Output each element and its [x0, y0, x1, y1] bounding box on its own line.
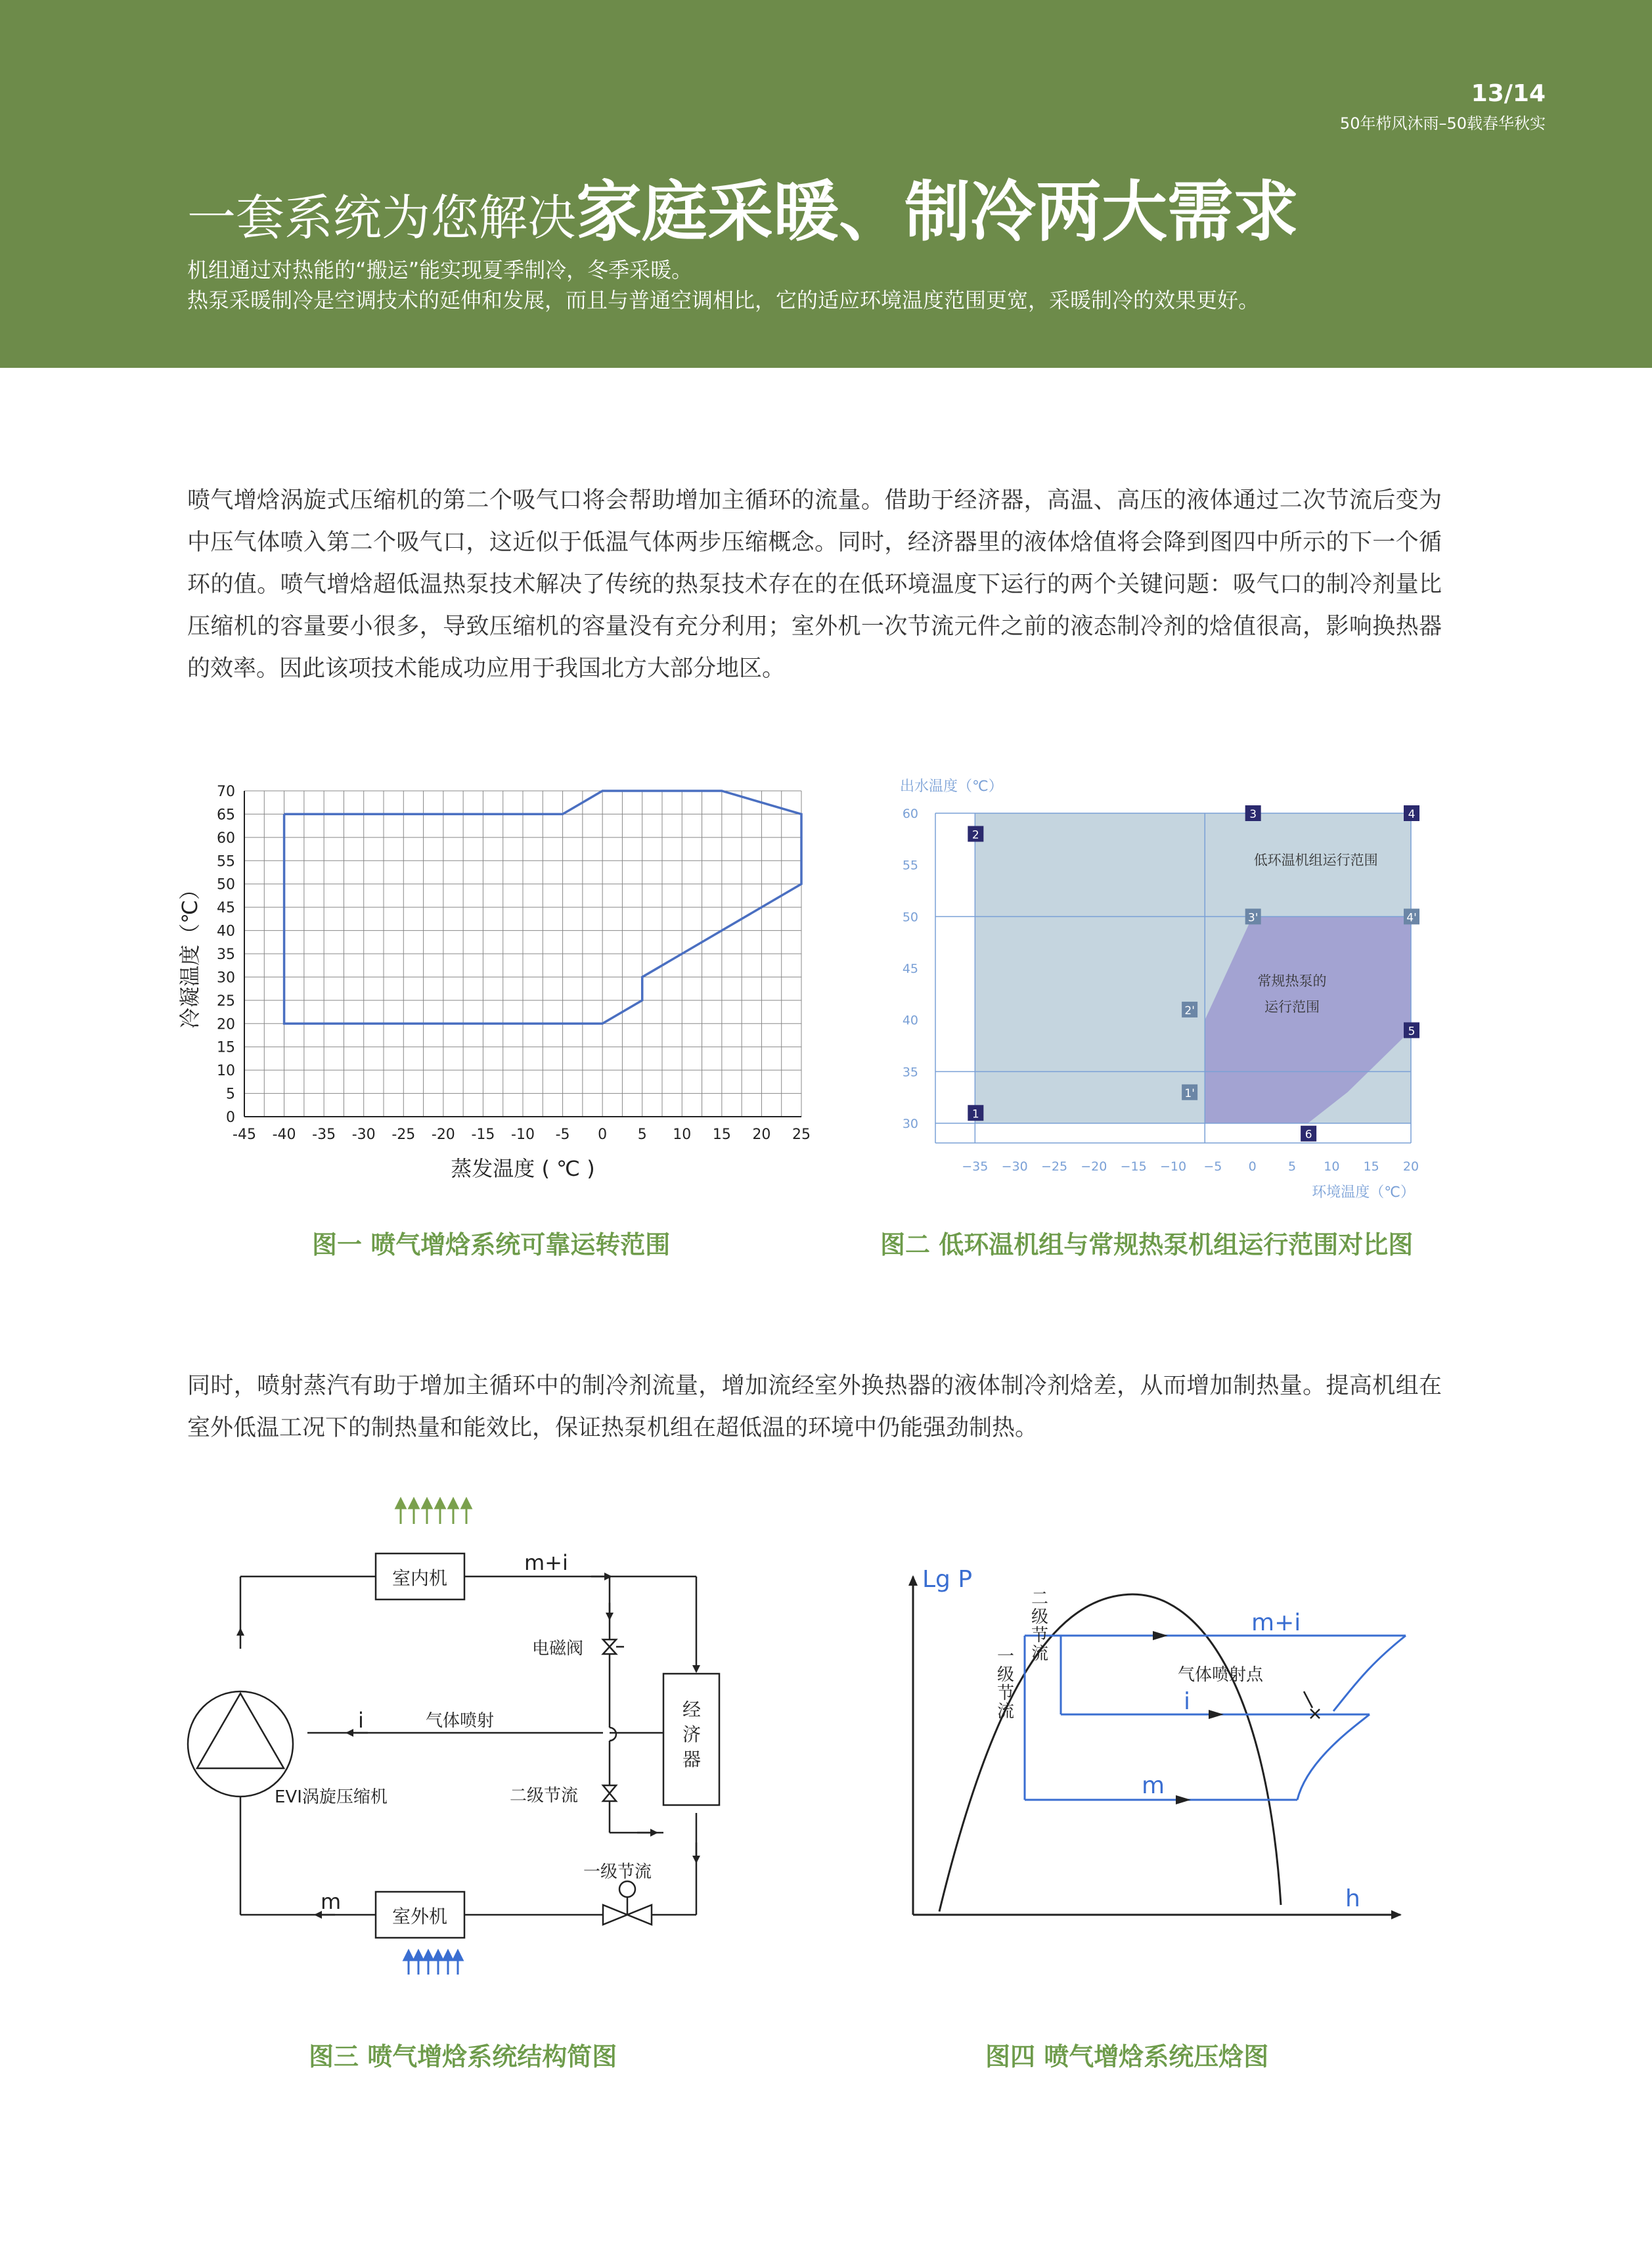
economizer-label-2: 济: [682, 1724, 702, 1745]
x-tick-label: -15: [471, 1127, 495, 1143]
x-tick-label: -25: [391, 1127, 416, 1143]
x-tick-label: 5: [1287, 1159, 1297, 1174]
intro-text: [187, 255, 1259, 315]
x-tick-label: 5: [637, 1127, 647, 1143]
fig2-chart: [880, 769, 1458, 1202]
injection-point-label: 气体喷射点: [1178, 1665, 1264, 1685]
fig2-caption: 图二 低环温机组与常规热泵机组运行范围对比图: [880, 1230, 1414, 1259]
x-tick-label: 20: [752, 1127, 771, 1143]
indoor-unit-label: 室内机: [391, 1567, 448, 1589]
x-tick-label: 0: [1248, 1159, 1257, 1174]
gas-injection-label: 气体喷射: [426, 1711, 495, 1731]
y-tick-label: 60: [217, 830, 235, 847]
x-tick-label: 15: [712, 1127, 731, 1143]
standard-range-label-2: 运行范围: [1264, 999, 1320, 1016]
x-tick-label: −30: [1001, 1159, 1028, 1174]
y-tick-label: 10: [217, 1063, 235, 1080]
x-axis-title: 环境温度（℃）: [1312, 1184, 1415, 1201]
y-tick-label: 15: [217, 1039, 235, 1056]
y-tick-label: 65: [217, 807, 235, 824]
standard-range-label-1: 常规热泵的: [1257, 973, 1327, 989]
point-label: 6: [1305, 1128, 1312, 1142]
x-tick-label: −5: [1203, 1159, 1222, 1174]
fig1-chart: [158, 775, 828, 1196]
point-label: 1': [1184, 1086, 1195, 1100]
y-tick-label: 45: [217, 900, 235, 917]
x-tick-label: -5: [555, 1127, 570, 1143]
body-paragraph-1: 喷气增焓涡旋式压缩机的第二个吸气口将会帮助增加主循环的流量。借助于经济器，高温、高压的液体通过二次节流后变为中压气体喷入第二个吸气口，这近似于低温气体两步压缩概念。同时，经济器里的液体焓值将会降到图四中所示的下一个循环的值。喷气增焓超低温热泵技术解决了传统的热泵技术存在的在低环境温度下运行的两个关键问题：吸气口的制冷剂量比压缩机的容量要小很多，导致压缩机的容量没有充分利用；室外机一次节流元件之前的液态制冷剂的焓值很高，影响换热器的效率。因此该项技术能成功应用于我国北方大部分地区。: [187, 487, 1442, 682]
second-stage-label-1: 二: [1031, 1589, 1049, 1609]
x-tick-label: −35: [962, 1159, 989, 1174]
intro-line-1: 机组通过对热能的“搬运”能实现夏季制冷，冬季采暖。: [187, 257, 693, 282]
compressor-label: EVI涡旋压缩机: [275, 1787, 388, 1807]
heat-output-arrows: [396, 1499, 471, 1524]
intro-line-2: 热泵采暖制冷是空调技术的延伸和发展，而且与普通空调相比，它的适应环境温度范围更宽，采暖制冷的效果更好。: [187, 288, 1260, 313]
saturation-dome: [939, 1594, 1281, 1911]
economizer-label-3: 器: [682, 1749, 702, 1770]
header-subtitle: 50年栉风沐雨–50载春华秋实: [1339, 114, 1546, 133]
y-tick-label: 30: [902, 1117, 918, 1131]
x-tick-label: -35: [312, 1127, 336, 1143]
flow-m-label: m: [321, 1889, 342, 1914]
y-axis-title: 冷凝温度（℃）: [177, 879, 202, 1029]
heat-input-arrows: [404, 1951, 462, 1975]
y-tick-label: 35: [902, 1065, 918, 1080]
x-axis-title: 蒸发温度 ( ℃ ): [451, 1156, 595, 1181]
x-tick-label: -30: [351, 1127, 376, 1143]
y-tick-label: 45: [902, 962, 918, 976]
fig1-caption: 图一 喷气增焓系统可靠运转范围: [312, 1230, 671, 1259]
fig4-i-label: i: [1184, 1688, 1191, 1715]
x-tick-label: 10: [673, 1127, 692, 1143]
y-tick-label: 70: [217, 784, 235, 800]
page-number: 13/14: [1471, 80, 1546, 107]
fig3-caption: 图三 喷气增焓系统结构简图: [309, 2042, 617, 2071]
first-stage-label-4: 流: [997, 1702, 1015, 1722]
title-bold: 家庭采暖、制冷两大需求: [576, 173, 1299, 250]
x-tick-label: -10: [511, 1127, 535, 1143]
y-tick-label: 5: [226, 1086, 235, 1103]
point-label: 2: [971, 828, 979, 842]
outdoor-unit-label: 室外机: [391, 1906, 448, 1927]
y-tick-label: 35: [217, 947, 235, 963]
flow-m-plus-i-label: m+i: [524, 1550, 568, 1575]
second-throttle-label: 二级节流: [510, 1786, 579, 1806]
x-tick-label: 0: [598, 1127, 608, 1143]
first-stage-label-1: 一: [997, 1647, 1015, 1666]
solenoid-valve-label: 电磁阀: [532, 1639, 584, 1659]
y-tick-label: 30: [217, 970, 235, 987]
x-tick-label: −20: [1081, 1159, 1107, 1174]
x-tick-label: 25: [792, 1127, 811, 1143]
y-tick-label: 20: [217, 1016, 235, 1033]
x-tick-label: 15: [1363, 1159, 1379, 1174]
y-tick-label: 40: [902, 1013, 918, 1028]
x-tick-label: -45: [233, 1127, 256, 1143]
point-label: 3: [1249, 808, 1257, 821]
first-stage-label-2: 级: [997, 1665, 1015, 1685]
compressor-symbol: [188, 1691, 293, 1797]
second-stage-label-4: 流: [1031, 1644, 1049, 1664]
y-tick-label: 40: [217, 923, 235, 940]
x-tick-label: −10: [1159, 1159, 1187, 1174]
point-label: 2': [1184, 1004, 1195, 1017]
y-tick-label: 55: [217, 853, 235, 870]
x-axis-label: h: [1345, 1885, 1360, 1912]
first-throttle-label: 一级节流: [583, 1862, 652, 1882]
y-tick-label: 60: [902, 807, 918, 821]
first-stage-label-3: 节: [997, 1684, 1015, 1703]
x-tick-label: −15: [1120, 1159, 1147, 1174]
point-label: 1: [971, 1107, 979, 1121]
y-tick-label: 50: [902, 910, 918, 925]
x-tick-label: 20: [1402, 1159, 1419, 1174]
x-tick-label: −25: [1040, 1159, 1068, 1174]
point-label: 5: [1408, 1025, 1416, 1039]
y-axis-label: Lg P: [922, 1566, 973, 1593]
low-temp-range-label: 低环温机组运行范围: [1253, 852, 1378, 868]
fig3-schematic: [177, 1498, 769, 1990]
page-title: [187, 159, 1299, 254]
flow-i-label: i: [358, 1708, 364, 1733]
fig4-m-label: m: [1142, 1772, 1165, 1799]
point-label: 4: [1408, 808, 1416, 821]
economizer-label-1: 经: [682, 1699, 702, 1720]
y-tick-label: 0: [226, 1109, 235, 1126]
fig4-ph-diagram: [900, 1563, 1412, 1931]
x-tick-label: -20: [431, 1127, 455, 1143]
fig4-caption: 图四 喷气增焓系统压焓图: [985, 2042, 1269, 2071]
fig4-m-plus-i-label: m+i: [1251, 1609, 1301, 1636]
y-axis-title: 出水温度（℃）: [900, 778, 1003, 795]
x-tick-label: -40: [272, 1127, 296, 1143]
x-tick-label: 10: [1324, 1159, 1340, 1174]
cycle-lines: [1025, 1636, 1406, 1800]
point-label: 4': [1406, 911, 1417, 925]
point-label: 3': [1247, 911, 1259, 925]
second-stage-label-3: 节: [1031, 1626, 1049, 1645]
body-paragraph-2: 同时，喷射蒸汽有助于增加主循环中的制冷剂流量，增加流经室外换热器的液体制冷剂焓差，从而增加制热量。提高机组在室外低温工况下的制热量和能效比，保证热泵机组在超低温的环境中仍能强劲制热。: [187, 1373, 1442, 1441]
title-light: 一套系统为您解决: [187, 190, 576, 246]
y-tick-label: 25: [217, 993, 235, 1010]
y-tick-label: 55: [902, 858, 918, 873]
y-tick-label: 50: [217, 876, 235, 893]
second-stage-label-2: 级: [1031, 1607, 1049, 1627]
